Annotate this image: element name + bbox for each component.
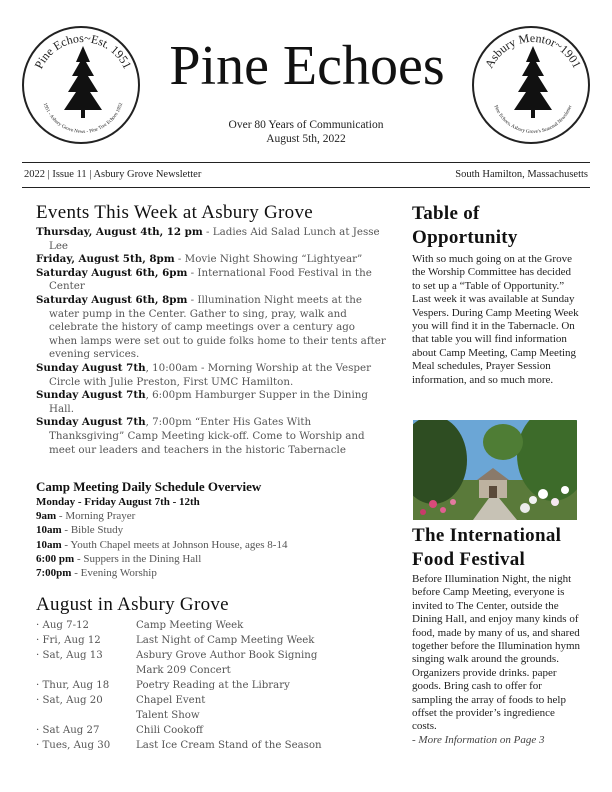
opportunity-heading-line2: Opportunity [412, 227, 518, 248]
event-item [36, 362, 386, 389]
calendar-event: Chapel Event [136, 695, 206, 706]
event-item [36, 267, 386, 294]
calendar-row [36, 723, 386, 738]
calendar-event: Last Ice Cream Stand of the Season [136, 740, 322, 751]
food-festival-heading-line2: Food Festival [412, 549, 526, 570]
event-item [36, 389, 386, 416]
bottom-rule [22, 187, 590, 188]
schedule-item [36, 552, 386, 566]
grove-photo [413, 420, 577, 520]
schedule-time: 10am [36, 538, 62, 551]
calendar-event: Talent Show [136, 710, 200, 721]
pine-tree-icon [64, 46, 102, 118]
schedule-time: 9am [36, 510, 57, 523]
calendar-event: Asbury Grove Author Book Signing [136, 650, 318, 661]
calendar-row [36, 738, 386, 753]
calendar-date: · Thur, Aug 18 [36, 680, 110, 691]
schedule-activity: - Suppers in the Dining Hall [74, 552, 202, 565]
event-when: Friday, August 5th, 8pm [36, 253, 175, 266]
calendar-event: Camp Meeting Week [136, 620, 244, 631]
right-seal [472, 26, 590, 144]
food-festival-heading [412, 524, 582, 572]
calendar-date: · Tues, Aug 30 [36, 740, 111, 751]
calendar-date: · Sat, Aug 13 [36, 650, 103, 661]
event-description: , 6:00pm Hamburger Supper in the Dining Hall. [49, 389, 368, 415]
left-seal [22, 26, 140, 144]
event-item [36, 226, 386, 253]
schedule-days [36, 495, 386, 509]
more-info-link[interactable]: - More Information on Page 3 [412, 733, 545, 746]
calendar-date [36, 663, 136, 678]
schedule-item [36, 523, 386, 537]
location: South Hamilton, Massachusetts [455, 169, 588, 180]
schedule-activity: - Morning Prayer [56, 510, 136, 523]
tagline-block [190, 118, 422, 146]
schedule-item [36, 509, 386, 523]
left-seal-inner-text: 1951 - Asbury Grove News - Pine Tree Echoes 1952 [41, 102, 125, 136]
event-item [36, 416, 386, 457]
calendar-row [36, 663, 386, 678]
event-item [36, 253, 386, 267]
newsletter-title: Pine Echoes [169, 35, 445, 97]
calendar-row [36, 693, 386, 708]
event-when: Sunday August 7th [36, 416, 146, 429]
calendar-event: Last Night of Camp Meeting Week [136, 635, 315, 646]
calendar-event: Chili Cookoff [136, 725, 203, 736]
events-list [36, 226, 386, 457]
opportunity-heading [412, 202, 580, 250]
schedule-activity: - Bible Study [61, 524, 124, 537]
calendar-row [36, 618, 386, 633]
event-description: , 10:00am - Morning Worship at the Vesper Circle with Julie Preston, First UMC Hamilton. [49, 361, 372, 388]
event-description: - Movie Night Showing “Lightyear” [174, 253, 363, 266]
top-rule [22, 162, 590, 163]
calendar-date [36, 708, 136, 723]
left-seal-graphic [24, 28, 142, 146]
event-item [36, 294, 386, 362]
pine-tree-icon [514, 46, 552, 118]
calendar-date: · Sat, Aug 20 [36, 695, 103, 706]
right-seal-outer-text: Asbury Mentor~1901 [481, 30, 585, 71]
august-heading: August in Asbury Grove [36, 594, 229, 615]
schedule-item [36, 538, 386, 552]
schedule-list [36, 509, 386, 580]
calendar-date: · Fri, Aug 12 [36, 635, 101, 646]
schedule-time: 10am [36, 524, 62, 537]
food-festival-heading-line1: The International [412, 525, 562, 546]
event-when: Saturday August 6th, 6pm [36, 266, 188, 279]
schedule-activity: - Youth Chapel meets at Johnson House, ages 8-14 [61, 538, 288, 551]
right-seal-graphic [474, 28, 592, 146]
right-seal-inner-text: Pine Echoes, Asbury Grove's Seasonal Newsletter [492, 104, 574, 135]
issue-date: August 5th, 2022 [266, 133, 346, 145]
opportunity-body: With so much going on at the Grove the Worship Committee has decided to set up a “Table of Opportunity.” Last week it was available at Sunday Vespers. During Camp Meeting Week you will find it in the Tabernacle. On that table you will find information about Camp Meeting, Camp Meeting Meal schedules, Prayer Session information, and so much more. [412, 253, 579, 386]
food-festival-body: Before Illumination Night, the night before Camp Meeting, everyone is invited to The Center, outside the Dining Hall, and enjoy many kinds of food, made by many of us, and shared together before the Illumination hymn singing walk around the grounds. Organizers provide drinks. paper goods. Bring cash to offer for sampling the array of foods to help offset the provider’s ingredience costs. [412, 573, 581, 733]
opportunity-heading-line1: Table of [412, 203, 480, 224]
schedule-section [36, 478, 386, 580]
calendar-date: · Aug 7-12 [36, 620, 90, 631]
event-when: Sunday August 7th [36, 361, 146, 374]
august-calendar [36, 618, 386, 753]
calendar-row [36, 648, 386, 663]
calendar-row [36, 633, 386, 648]
schedule-time: 7:00pm [36, 567, 72, 580]
event-description: - Ladies Aid Salad Lunch at Jesse Lee [49, 226, 380, 252]
event-when: Sunday August 7th [36, 389, 146, 402]
issue-info: 2022 | Issue 11 | Asbury Grove Newsletter [24, 169, 202, 180]
calendar-event: Mark 209 Concert [136, 665, 231, 676]
schedule-heading: Camp Meeting Daily Schedule Overview [36, 479, 262, 494]
august-section [36, 594, 386, 753]
event-description: - International Food Festival in the Center [49, 266, 372, 293]
schedule-item [36, 566, 386, 580]
events-heading: Events This Week at Asbury Grove [36, 202, 314, 223]
event-description: - Illumination Night meets at the water pump in the Center. Gather to sing, pray, walk and celebrate the history of camp meetings over a century ago when lamps were set out to guide folks home to their tents after evening services. [49, 293, 386, 361]
calendar-event: Poetry Reading at the Library [136, 680, 290, 691]
calendar-date: · Sat Aug 27 [36, 725, 100, 736]
left-seal-outer-text: Pine Echos~Est. 1951 [31, 30, 135, 71]
event-description: , 7:00pm “Enter His Gates With Thanksgiving” Camp Meeting kick-off. Come to Worship and meet our leaders and teachers in the historic Tabernacle [49, 416, 365, 456]
event-when: Saturday August 6th, 8pm [36, 293, 188, 306]
food-festival-section [412, 524, 582, 747]
calendar-row [36, 708, 386, 723]
tagline: Over 80 Years of Communication [228, 119, 384, 131]
opportunity-section [412, 202, 580, 387]
events-section [36, 202, 386, 457]
event-when: Thursday, August 4th, 12 pm [36, 226, 203, 238]
calendar-row [36, 678, 386, 693]
schedule-time: 6:00 pm [36, 552, 75, 565]
schedule-activity: - Evening Worship [71, 567, 157, 580]
schedule-days-label: Monday - Friday August 7th - 12th [36, 496, 200, 508]
